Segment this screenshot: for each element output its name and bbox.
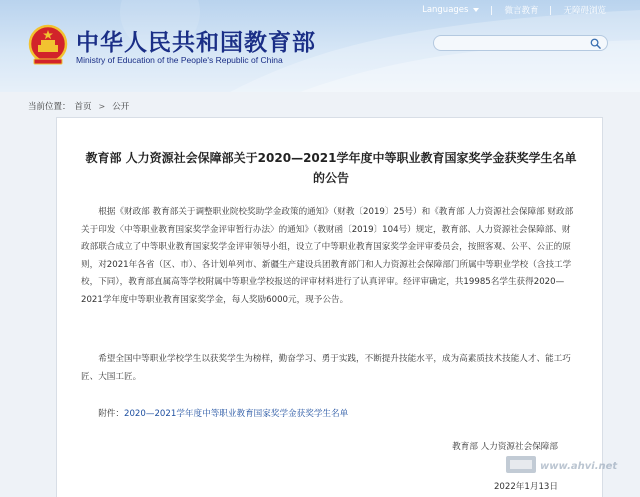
watermark-text: www.ahvi.net — [540, 461, 618, 472]
attachment-line — [81, 406, 579, 424]
breadcrumb — [28, 100, 129, 112]
site-header — [0, 0, 640, 92]
attachment-link[interactable]: 2020—2021学年度中等职业教育国家奖学金获奖学生名单 — [123, 409, 349, 419]
article-signer: 教育部 人力资源社会保障部 — [452, 442, 558, 452]
breadcrumb-home-link[interactable]: 首页 — [74, 102, 92, 112]
article-paragraph-2: 希望全国中等职业学校学生以获奖学生为榜样，勤奋学习、勇于实践，不断提升技能水平，成为高素质技术技能人才、能工巧匠、大国工匠。 — [81, 354, 571, 382]
language-selector[interactable] — [422, 5, 479, 15]
chevron-down-icon — [473, 8, 479, 12]
site-subtitle: Ministry of Education of the People's Republic of China — [76, 55, 283, 65]
site-watermark — [506, 455, 634, 475]
search-box — [433, 35, 608, 51]
top-links — [422, 4, 606, 16]
language-label: Languages — [422, 5, 469, 15]
article-card — [56, 117, 603, 497]
national-emblem-icon — [28, 24, 68, 66]
article-date: 2022年1月13日 — [493, 482, 558, 492]
chevron-right-icon: > — [98, 101, 106, 111]
search-icon[interactable] — [590, 38, 601, 49]
breadcrumb-current-link[interactable]: 公开 — [112, 102, 130, 112]
article-title: 教育部 人力资源社会保障部关于2020—2021学年度中等职业教育国家奖学金获奖学生名单的公告 — [85, 151, 577, 185]
breadcrumb-label: 当前位置： — [28, 102, 71, 112]
attachment-label: 附件： — [98, 409, 124, 419]
article-paragraph-1: 根据《财政部 教育部关于调整职业院校奖助学金政策的通知》（财教〔2019〕25号）和《教育部 人力资源社会保障部 财政部关于印发〈中等职业教育国家奖学金评审暂行办法〉的通知》（教财函〔2019〕104号）规定，教育部、人力资源社会保障部、财政部联合成立了中等职业教育国家奖学金评审领导小组，设立了中等职业教育国家奖学金评审委员会，按照客观、公平、公正的原则，对2021年各省（区、市）、各计划单列市、新疆生产建设兵团教育部门和人力资源社会保障部门所属中等职业学校（含技工学校，下同），教育部直属高等学校附属中等职业学校报送的评审材料进行了认真评审。经评审确定，共19985名学生获得2020—2021学年度中等职业教育国家奖学金，每人奖励6000元，现予公告。 — [81, 207, 574, 305]
site-title[interactable]: 中华人民共和国教育部 — [76, 30, 316, 56]
accessibility-link[interactable]: 无障碍浏览 — [563, 6, 606, 16]
divider — [550, 6, 551, 15]
search-input[interactable] — [442, 37, 582, 49]
divider — [491, 6, 492, 15]
weibo-link[interactable]: 微言教育 — [504, 6, 539, 16]
